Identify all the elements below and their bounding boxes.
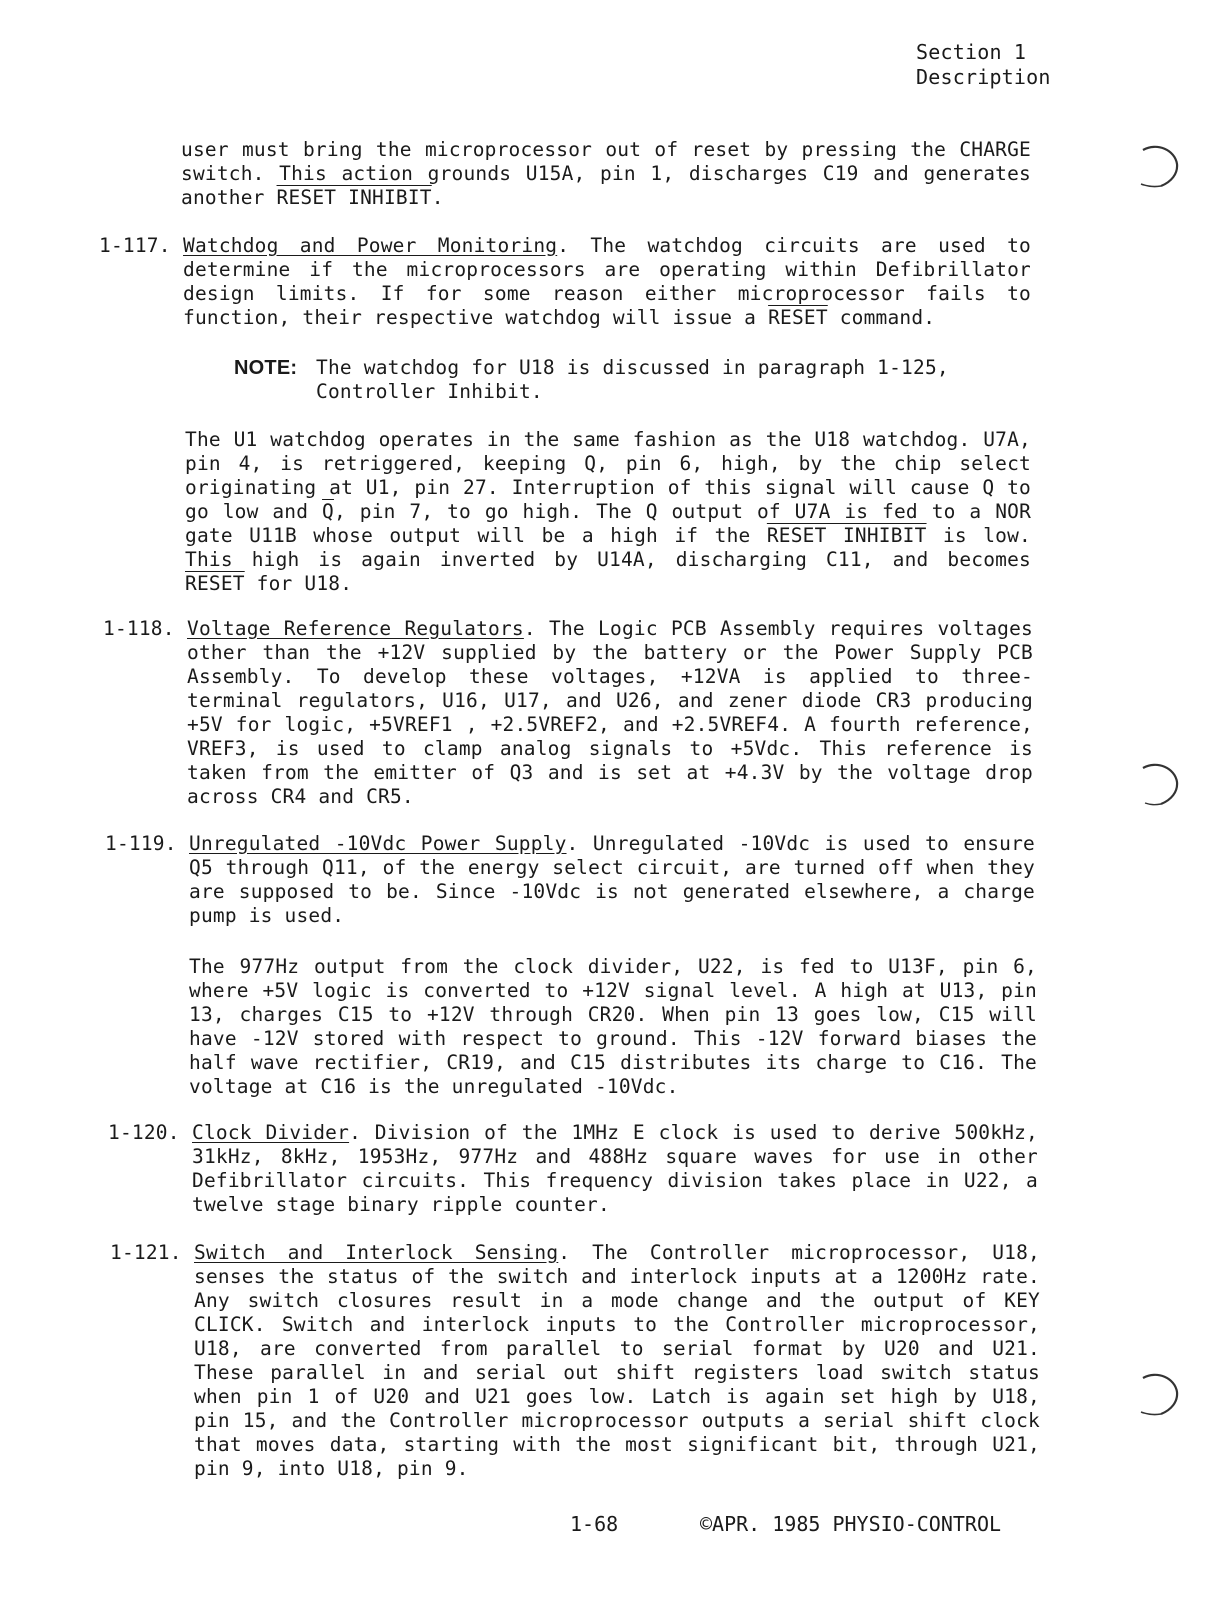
paragraph-1-117-continued: The U1 watchdog operates in the same fashion as the U18 watchdog. U7A, pin 4, is retriggered, keeping Q, pin 6, high, by the chip select originating at U1, pin 27. Interruption of this signal will cause Q to go low and $\overline{Q}$, pin 7, to go high. The Q output of U7A is fed to a NOR gate U11B whose output will be a high if the RESET INHIBIT is low. This high is again inverted by U14A, discharging C11, and becomes RESET for U18. — [185, 428, 1032, 595]
paragraph-number: 1-117. — [99, 234, 171, 257]
q-bar-signal: $\overline{Q}$ — [322, 500, 334, 523]
paragraph-number: 1-120. — [108, 1121, 180, 1144]
paragraph-heading: Unregulated -10Vdc Power Supply — [189, 832, 567, 855]
paragraph-number: 1-121. — [110, 1241, 182, 1264]
paragraph-number: 1-119. — [105, 832, 177, 855]
paragraph-1-119: 1-119. Unregulated -10Vdc Power Supply. Unregulated -10Vdc is used to ensure Q5 through Q11, of the energy select circuit, are turned off when they are supposed to be. Since -10Vdc is not generated elsewhere, a charge pump is used. — [105, 832, 1035, 927]
reset-inhibit-signal: RESET INHIBIT — [276, 186, 432, 209]
page-number: 1-68 — [570, 1512, 619, 1536]
intro-paragraph: user must bring the microprocessor out of reset by pressing the CHARGE switch. This action grounds U15A, pin 1, discharges C19 and generates another RESET INHIBIT. — [181, 138, 1031, 209]
paragraph-1-118: 1-118. Voltage Reference Regulators. The Logic PCB Assembly requires voltages other than the +12V supplied by the battery or the Power Supply PCB Assembly. To develop these voltages, +12VA is applied to three-terminal regulators, U16, U17, and U26, and zener diode CR3 producing +5V for logic, +5VREF1 , +2.5VREF2, and +2.5VREF4. A fourth reference, VREF3, is used to clamp analog signals to +5Vdc. This reference is taken from the emitter of Q3 and is set at +4.3V by the voltage drop across CR4 and CR5. — [103, 617, 1033, 808]
section-title: Description — [916, 65, 1051, 89]
reset-signal: RESET — [185, 572, 245, 595]
paragraph-heading: Clock Divider — [192, 1121, 350, 1144]
reset-signal: RESET — [768, 306, 828, 329]
paragraph-1-119-continued: The 977Hz output from the clock divider, U22, is fed to U13F, pin 6, where +5V logic is converted to +12V signal level. A high at U13, pin 13, charges C15 to +12V through CR20. When pin 13 goes low, C15 will have -12V stored with respect to ground. This -12V forward biases the half wave rectifier, CR19, and C15 distributes its charge to C16. The voltage at C16 is the unregulated -10Vdc. — [189, 955, 1037, 1098]
reset-inhibit-signal: RESET INHIBIT — [766, 524, 927, 547]
punch-hole-mark-icon — [1135, 758, 1183, 806]
paragraph-heading: Voltage Reference Regulators — [187, 617, 524, 640]
punch-hole-mark-icon — [1135, 1368, 1183, 1416]
paragraph-1-121: 1-121. Switch and Interlock Sensing. The Controller microprocessor, U18, senses the status of the switch and interlock inputs at a 1200Hz rate. Any switch closures result in a mode change and the output of KEY CLICK. Switch and interlock inputs to the Controller microprocessor, U18, are converted from parallel to serial format by U20 and U21. These parallel in and serial out shift registers load switch status when pin 1 of U20 and U21 goes low. Latch is again set high by U18, pin 15, and the Controller microprocessor outputs a serial shift clock that moves data, starting with the most significant bit, through U21, pin 9, into U18, pin 9. — [110, 1241, 1040, 1480]
note-text: The watchdog for U18 is discussed in paragraph 1-125, Controller Inhibit. — [316, 356, 949, 403]
section-label: Section 1 — [916, 40, 1027, 64]
note-block — [234, 356, 954, 404]
page-header — [916, 40, 1051, 90]
note-label: NOTE: — [234, 357, 298, 379]
punch-hole-mark-icon — [1135, 140, 1183, 188]
paragraph-number: 1-118. — [103, 617, 175, 640]
paragraph-heading: Switch and Interlock Sensing — [194, 1241, 559, 1264]
paragraph-1-120: 1-120. Clock Divider. Division of the 1MHz E clock is used to derive 500kHz, 31kHz, 8kHz, 1953Hz, 977Hz and 488Hz square waves for use in other Defibrillator circuits. This frequency division takes place in U22, a twelve stage binary ripple counter. — [108, 1121, 1038, 1216]
paragraph-1-117: 1-117. Watchdog and Power Monitoring. The watchdog circuits are used to determine if the microprocessors are operating within Defibrillator design limits. If for some reason either microprocessor fails to function, their respective watchdog will issue a RESET command. — [99, 234, 1031, 329]
copyright-notice: ©APR. 1985 PHYSIO-CONTROL — [700, 1512, 1002, 1536]
paragraph-heading: Watchdog and Power Monitoring — [183, 234, 558, 257]
